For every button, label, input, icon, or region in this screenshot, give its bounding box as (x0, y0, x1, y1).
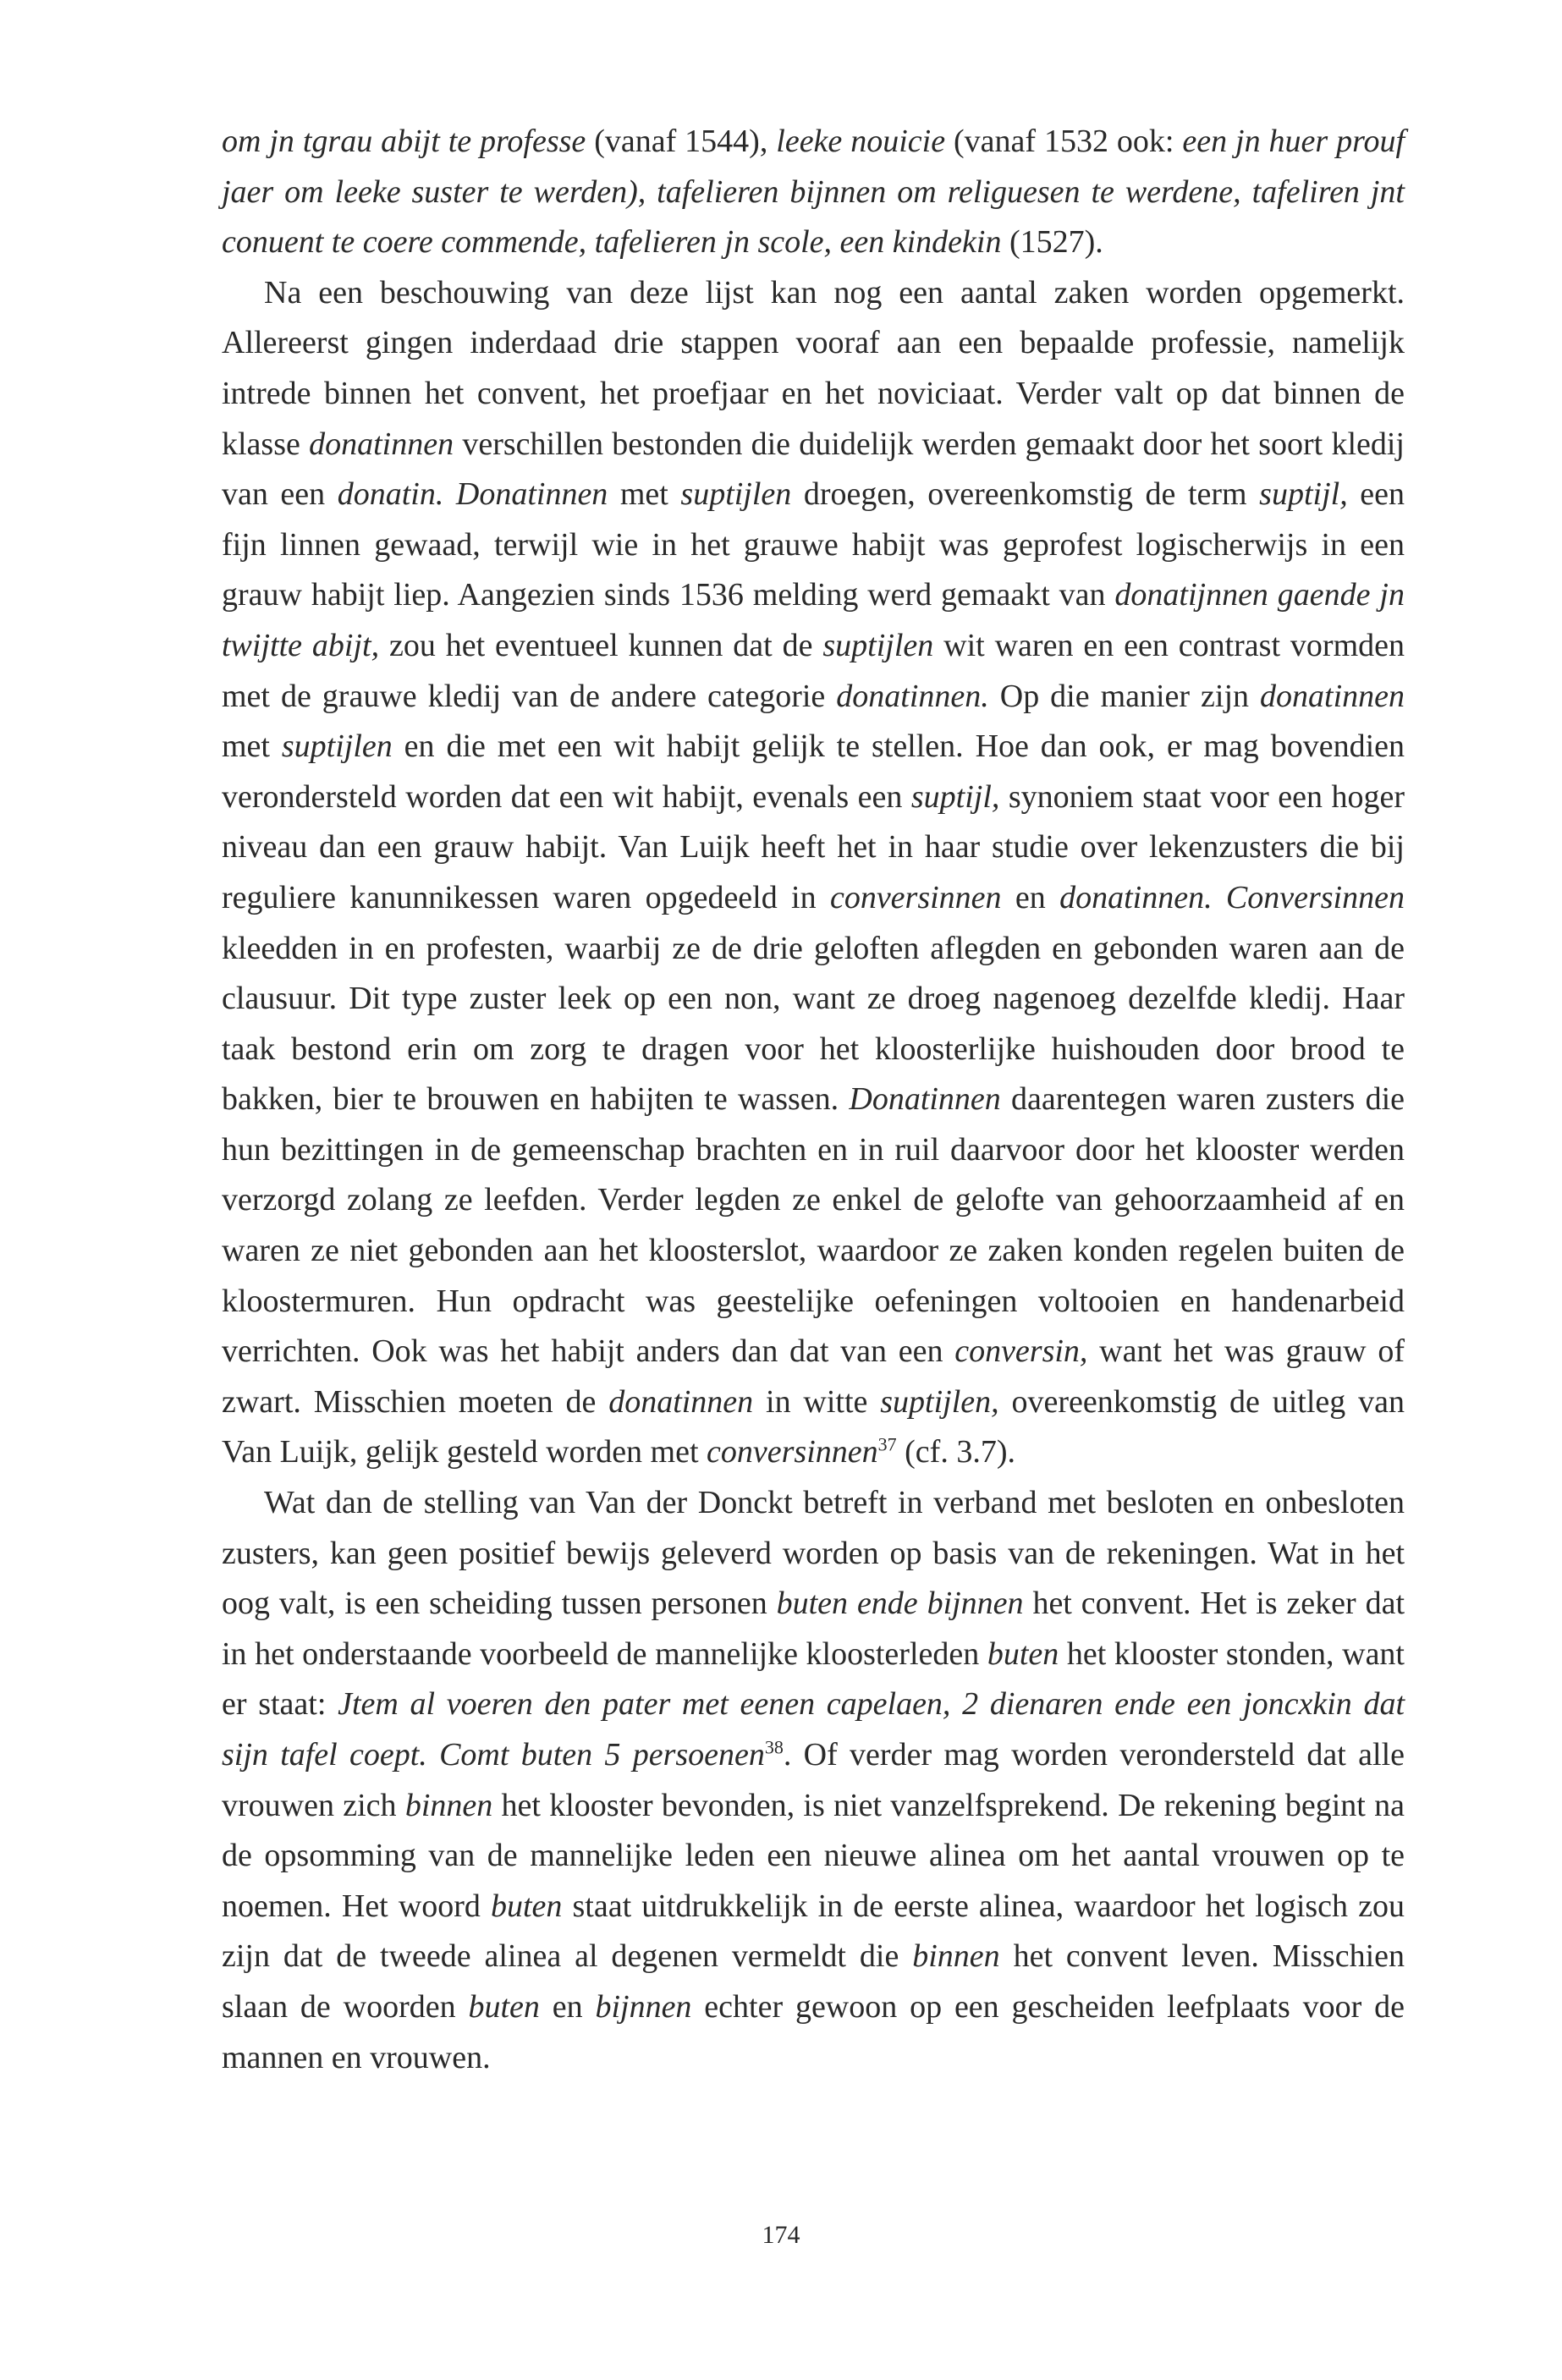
italic-text: conversinnen (829, 879, 1002, 915)
body-text (222, 117, 1405, 2083)
italic-text: Donatinnen (849, 1081, 1001, 1118)
text-run: een fijn linnen gewaad, terwijl wie in het grauwe habijt was geprofest logischerwijs in een grauw habijt liep. Aangezien sinds 1536 melding werd gemaakt van (222, 476, 1405, 613)
text-run: het convent. Het is zeker dat in het onderstaande voorbeeld de mannelijke kloosterleden (222, 1586, 1405, 1672)
text-run: wit waren en een contrast vormden met de grauwe kledij van de andere categorie (222, 627, 1405, 714)
italic-text: binnen (912, 1938, 1000, 1975)
italic-text: om jn tgrau abijt te professe (222, 124, 586, 159)
text-run: Op die manier zijn (988, 678, 1261, 714)
italic-text: donatinnen. (836, 678, 989, 714)
text-run: synoniem staat voor een hoger niveau dan een grauw habijt. Van Luijk heeft het in haar studie over lekenzusters die bij reguliere kanunnikessen waren opgedeeld in (222, 778, 1405, 915)
footnote-marker: 37 (877, 1433, 897, 1455)
italic-text: suptijl, (1259, 476, 1348, 513)
italic-text: buten ende bijnnen (776, 1586, 1024, 1622)
paragraph-3 (222, 1478, 1405, 2083)
text-run: het klooster bevonden, is niet vanzelfsprekend. De rekening begint na de opsomming van de mannelijke leden een nieuwe alinea om het aantal vrouwen op te noemen. Het woord (222, 1787, 1405, 1924)
italic-text: donatin. Donatinnen (337, 476, 608, 513)
text-run: met (608, 476, 681, 513)
italic-text: suptijlen, (880, 1383, 999, 1420)
italic-text: donatinnen (608, 1383, 754, 1420)
italic-text: binnen (404, 1787, 493, 1823)
text-run: en (1001, 879, 1060, 915)
italic-text: buten (468, 1988, 540, 2025)
italic-text: conversinnen (707, 1434, 878, 1470)
text-run: het klooster stonden, want er staat: (222, 1635, 1405, 1723)
footnote-marker: 38 (764, 1736, 784, 1758)
text-run: daarentegen waren zusters die hun bezittingen in de gemeenschap brachten en in ruil daarvoor door het klooster werden verzorgd zolang ze leefden. Verder legden ze enkel de gelofte van gehoorzaamheid af en waren ze niet gebonden aan het kloosterslot, waardoor ze zaken konden regelen buiten de kloostermuren. Hun opdracht was geestelijke oefeningen voltooien en handenarbeid verrichten. Ook was het habijt anders dan dat van een (222, 1081, 1405, 1370)
italic-text: buten (987, 1635, 1059, 1672)
italic-text: donatinnen (309, 426, 454, 462)
italic-text: donatinnen (1260, 678, 1405, 714)
text-run: (vanaf 1544), (586, 124, 777, 159)
text-run: overeenkomstig de uitleg van Van Luijk, gelijk gesteld worden met (222, 1383, 1405, 1470)
text-run: want het was grauw of zwart. Misschien moeten de (222, 1333, 1405, 1420)
text-run: (1527). (1001, 224, 1103, 261)
page-number: 174 (762, 2221, 800, 2249)
italic-text: suptijlen (680, 476, 792, 513)
italic-text: suptijlen (822, 627, 934, 663)
text-run: staat uitdrukkelijk in de eerste alinea, waardoor het logisch zou zijn dat de tweede alinea al degenen vermeldt die (222, 1888, 1405, 1975)
paragraph-2 (222, 268, 1405, 1478)
text-run: echter gewoon op een gescheiden leefplaats voor de mannen en vrouwen. (222, 1988, 1405, 2075)
paragraph-1 (222, 117, 1405, 268)
text-run: Na een beschouwing van deze lijst kan nog een aantal zaken worden opgemerkt. Allereerst gingen inderdaad drie stappen vooraf aan een bepaalde professie, namelijk intrede binnen het convent, het proefjaar en het noviciaat. Verder valt op dat binnen de klasse (222, 274, 1405, 462)
text-run: en die met een wit habijt gelijk te stellen. Hoe dan ook, er mag bovendien verondersteld worden dat een wit habijt, evenals een (222, 728, 1405, 815)
text-run: (vanaf 1532 ook: (945, 124, 1183, 159)
text-run: Wat dan de stelling van Van der Donckt betreft in verband met besloten en onbesloten zusters, kan geen positief bewijs geleverd worden op basis van de rekeningen. Wat in het oog valt, is een scheiding tussen personen (222, 1485, 1405, 1622)
italic-text: conversin, (954, 1333, 1088, 1370)
italic-text: suptijl, (910, 778, 1000, 815)
italic-text: bijnnen (595, 1988, 692, 2025)
text-run: zou het eventueel kunnen dat de (379, 627, 823, 663)
italic-text: suptijlen (281, 728, 393, 765)
text-run: droegen, overeenkomstig de term (791, 476, 1260, 513)
text-run: (cf. 3.7). (896, 1434, 1015, 1470)
text-run: kleedden in en profesten, waarbij ze de drie geloften aflegden en gebonden waren aan de clausuur. Dit type zuster leek op een non, want ze droeg nagenoeg dezelfde kledij. Haar taak bestond erin om zorg te dragen voor het kloosterlijke huishouden door brood te bakken, bier te brouwen en habijten te wassen. (222, 930, 1405, 1118)
text-run: en (539, 1988, 596, 2025)
italic-text: Jtem al voeren den pater met eenen capelaen, 2 dienaren ende een joncxkin dat sijn tafel coept. Comt buten 5 persoenen (222, 1686, 1405, 1773)
text-run: . Of verder mag worden verondersteld dat alle vrouwen zich (222, 1737, 1405, 1823)
italic-text: leeke nouicie (776, 124, 946, 159)
italic-text: een jn huer prouf jaer om leeke suster te werden), tafelieren bijnnen om religuesen te werdene, tafeliren jnt conuent te coere commende, tafelieren jn scole, een kindekin (222, 124, 1405, 261)
text-run: verschillen bestonden die duidelijk werden gemaakt door het soort kledij van een (222, 426, 1405, 513)
italic-text: donatijnnen gaende jn twijtte abijt, (222, 577, 1405, 663)
text-run: in witte (753, 1383, 881, 1420)
italic-text: donatinnen. Conversinnen (1059, 879, 1405, 915)
italic-text: buten (491, 1888, 563, 1924)
text-run: het convent leven. Misschien slaan de woorden (222, 1938, 1405, 2025)
text-run: met (222, 728, 282, 765)
